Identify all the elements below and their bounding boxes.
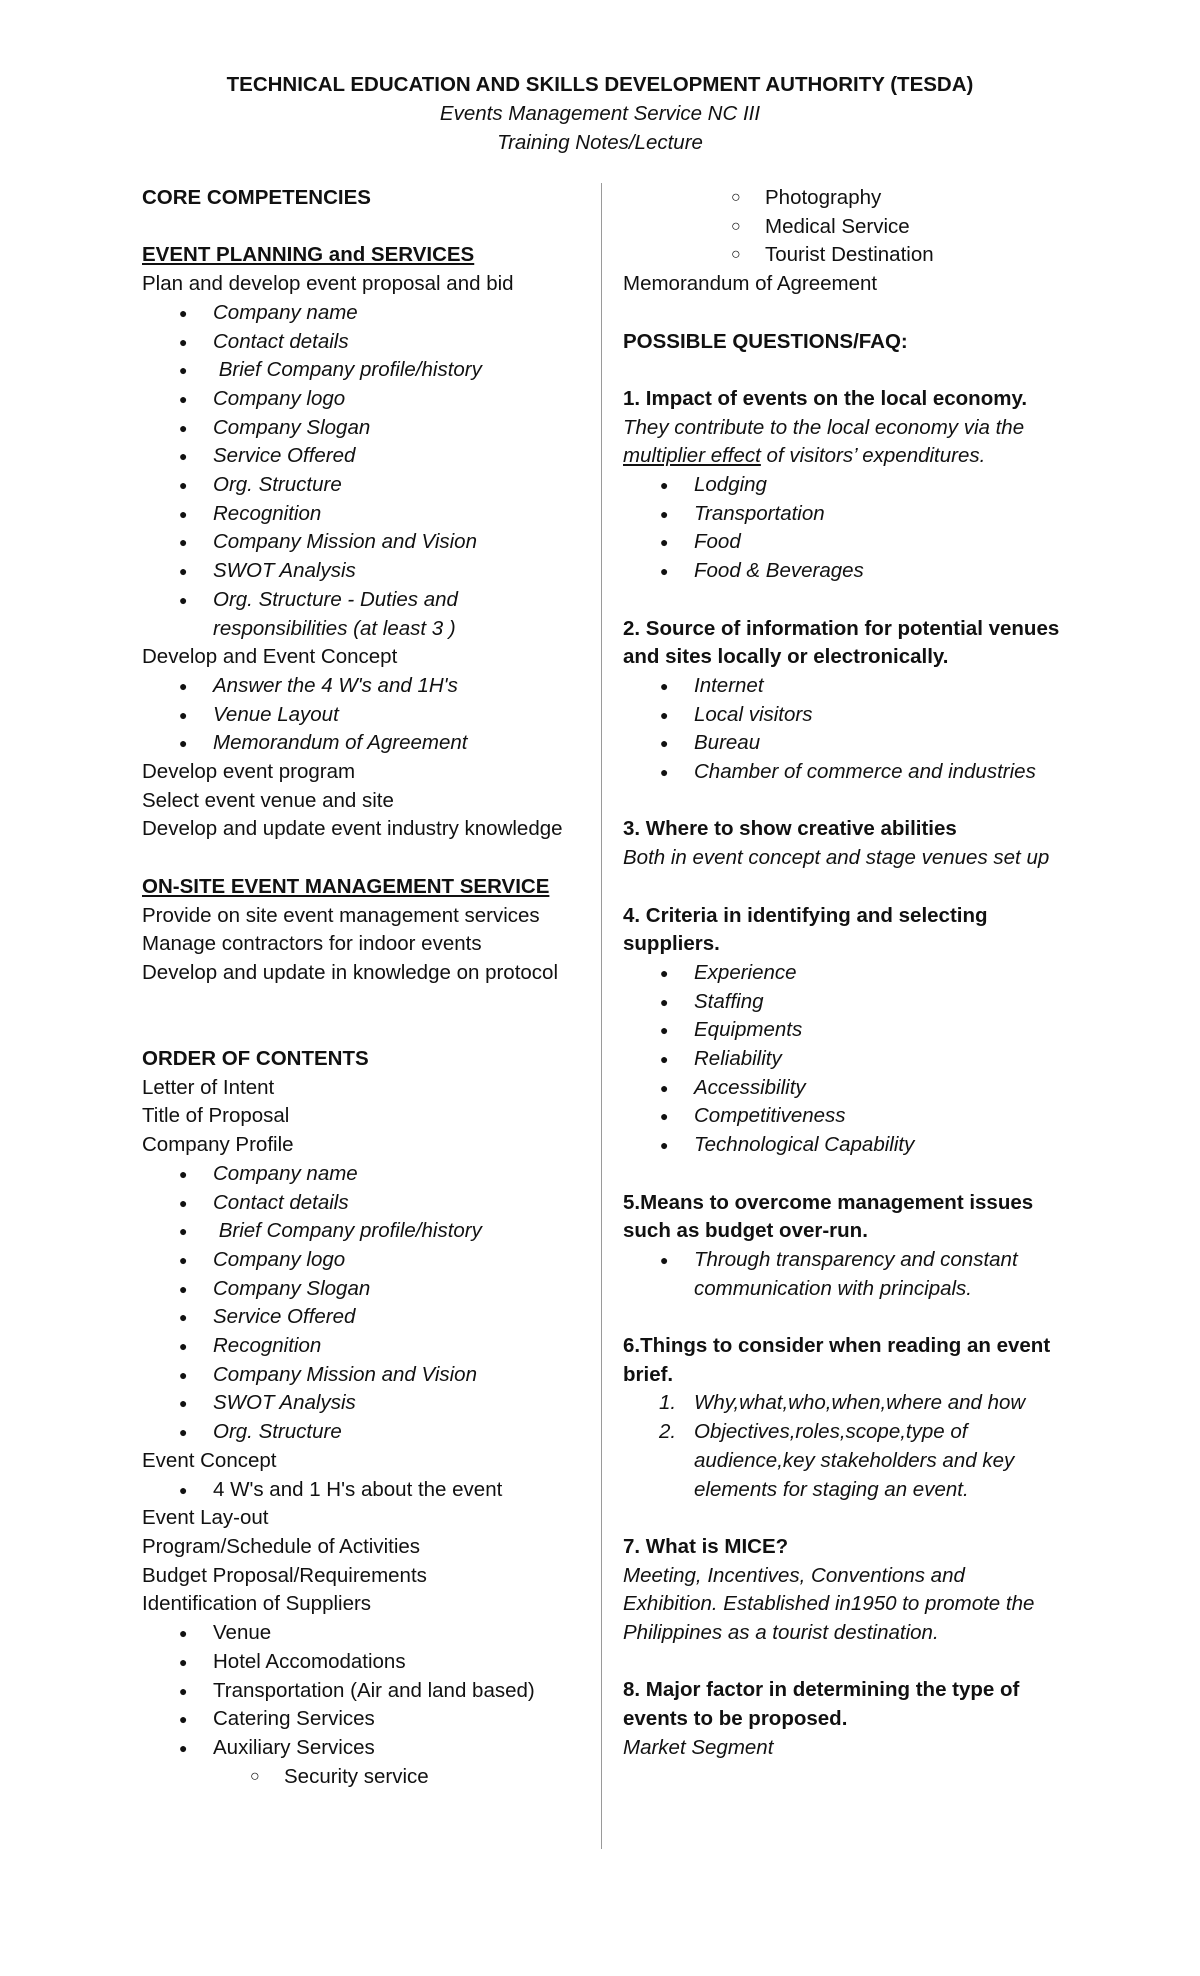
order-line: Title of Proposal [142, 1104, 290, 1128]
list-item: ● Staffing [623, 988, 1063, 1017]
core-competencies-heading: CORE COMPETENCIES [142, 186, 371, 209]
item-number: 2. [659, 1420, 677, 1444]
order-of-contents-heading: ORDER OF CONTENTS [142, 1047, 369, 1071]
order-line: Identification of Suppliers [142, 1592, 372, 1616]
question-6: 6.Things to consider when reading an event brief. [623, 1334, 1051, 1386]
list-item: ● Service Offered [142, 1303, 587, 1332]
list-item: ● Food & Beverages [623, 557, 1063, 586]
list-item: ● SWOT Analysis [142, 1389, 587, 1418]
document-subtitle: Events Management Service NC III [439, 102, 761, 125]
list-item: ● Equipments [623, 1016, 1063, 1045]
list-item: ● Contact details [142, 1189, 587, 1218]
sub-list-item: ○ Photography [623, 184, 1063, 213]
sub-list-item: ○ Tourist Destination [623, 241, 1063, 270]
list-item: ● Org. Structure [142, 1418, 587, 1447]
question-1: 1. Impact of events on the local economy. [623, 386, 1028, 410]
list-item: ● Company Mission and Vision [142, 528, 587, 557]
order-line: Budget Proposal/Requirements [142, 1563, 427, 1587]
item-number: 1. [659, 1391, 677, 1415]
order-line: Event Lay-out [142, 1506, 269, 1530]
list-item: ● 4 W's and 1 H's about the event [142, 1476, 587, 1505]
plan-develop-line: Plan and develop event proposal and bid [142, 272, 514, 296]
question-7: 7. What is MICE? [623, 1534, 789, 1558]
list-item: ● Org. Structure - Duties and responsibilities (at least 3 ) [142, 586, 587, 643]
select-venue-line: Select event venue and site [142, 788, 394, 812]
answer-8: Market Segment [623, 1735, 774, 1759]
multiplier-effect-term: multiplier effect [623, 444, 761, 468]
document-subtitle-2: Training Notes/Lecture [497, 131, 703, 154]
list-item: ● Brief Company profile/history [142, 1217, 587, 1246]
order-line: Company Profile [142, 1133, 294, 1157]
faq-heading: POSSIBLE QUESTIONS/FAQ: [623, 329, 908, 353]
develop-update-line: Develop and update event industry knowledge [142, 817, 563, 841]
item-text: Objectives,roles,scope,type of audience,key stakeholders and key elements for staging an event. [694, 1420, 1015, 1501]
list-item: ● Contact details [142, 328, 587, 357]
onsite-line: Manage contractors for indoor events [142, 932, 482, 956]
list-item: ● Company Slogan [142, 1275, 587, 1304]
onsite-line: Develop and update in knowledge on protocol [142, 960, 558, 984]
numbered-item [623, 1418, 1063, 1504]
question-3: 3. Where to show creative abilities [623, 817, 957, 841]
document-title: TECHNICAL EDUCATION AND SKILLS DEVELOPMENT AUTHORITY (TESDA) [226, 73, 974, 96]
list-item: ● Answer the 4 W's and 1H's [142, 672, 587, 701]
list-item: ● SWOT Analysis [142, 557, 587, 586]
list-item: ● Company logo [142, 385, 587, 414]
list-item: ● Recognition [142, 1332, 587, 1361]
moa-line: Memorandum of Agreement [623, 272, 878, 296]
order-line: Letter of Intent [142, 1075, 275, 1099]
list-item: ● Memorandum of Agreement [142, 729, 587, 758]
list-item: ● Chamber of commerce and industries [623, 758, 1063, 787]
onsite-line: Provide on site event management services [142, 903, 540, 927]
answer-1 [623, 414, 1063, 471]
list-item: ● Technological Capability [623, 1131, 1063, 1160]
list-item: ● Company Mission and Vision [142, 1361, 587, 1390]
order-line: Program/Schedule of Activities [142, 1534, 421, 1558]
list-item: ● Company name [142, 299, 587, 328]
list-item: ● Internet [623, 672, 1063, 701]
list-item: ● Through transparency and constant communication with principals. [623, 1246, 1063, 1303]
develop-concept-line: Develop and Event Concept [142, 645, 398, 669]
sub-list-item: ○ Medical Service [623, 213, 1063, 242]
item-text: Why,what,who,when,where and how [694, 1391, 1026, 1415]
develop-program-line: Develop event program [142, 760, 356, 784]
onsite-heading: ON-SITE EVENT MANAGEMENT SERVICE [142, 874, 550, 898]
list-item: ● Hotel Accomodations [142, 1648, 587, 1677]
question-2: 2. Source of information for potential venues and sites locally or electronically. [623, 616, 1060, 669]
event-concept-line: Event Concept [142, 1448, 277, 1472]
answer-3: Both in event concept and stage venues set up [623, 846, 1050, 870]
question-5: 5.Means to overcome management issues such as budget over-run. [623, 1190, 1034, 1243]
event-planning-heading: EVENT PLANNING and SERVICES [142, 243, 475, 267]
list-item: ● Company logo [142, 1246, 587, 1275]
list-item: ● Service Offered [142, 442, 587, 471]
list-item: ● Bureau [623, 729, 1063, 758]
list-item: ● Auxiliary Services [142, 1734, 587, 1763]
sub-list-item: ○ Security service [142, 1763, 587, 1792]
right-column [623, 184, 1063, 1763]
numbered-item [623, 1389, 1063, 1418]
document-header [0, 70, 1200, 157]
list-item: ● Local visitors [623, 701, 1063, 730]
question-4: 4. Criteria in identifying and selecting suppliers. [623, 903, 988, 956]
list-item: ● Reliability [623, 1045, 1063, 1074]
list-item: ● Venue Layout [142, 701, 587, 730]
list-item: ● Lodging [623, 471, 1063, 500]
question-8: 8. Major factor in determining the type of events to be proposed. [623, 1678, 1020, 1731]
list-item: ● Company Slogan [142, 414, 587, 443]
list-item: ● Accessibility [623, 1074, 1063, 1103]
list-item: ● Transportation [623, 500, 1063, 529]
list-item: ● Catering Services [142, 1705, 587, 1734]
answer-1-post: of visitors’ expenditures. [760, 444, 986, 468]
list-item: ● Brief Company profile/history [142, 356, 587, 385]
left-column [142, 184, 587, 1791]
list-item: ● Recognition [142, 500, 587, 529]
list-item: ● Experience [623, 959, 1063, 988]
list-item: ● Venue [142, 1619, 587, 1648]
list-item: ● Transportation (Air and land based) [142, 1677, 587, 1706]
answer-7: Meeting, Incentives, Conventions and Exhibition. Established in1950 to promote the Philippines as a tourist destination. [623, 1563, 1035, 1645]
list-item: ● Org. Structure [142, 471, 587, 500]
answer-1-pre: They contribute to the local economy via the [623, 415, 1025, 439]
column-divider [601, 183, 602, 1849]
list-item: ● Company name [142, 1160, 587, 1189]
list-item: ● Food [623, 528, 1063, 557]
list-item: ● Competitiveness [623, 1102, 1063, 1131]
